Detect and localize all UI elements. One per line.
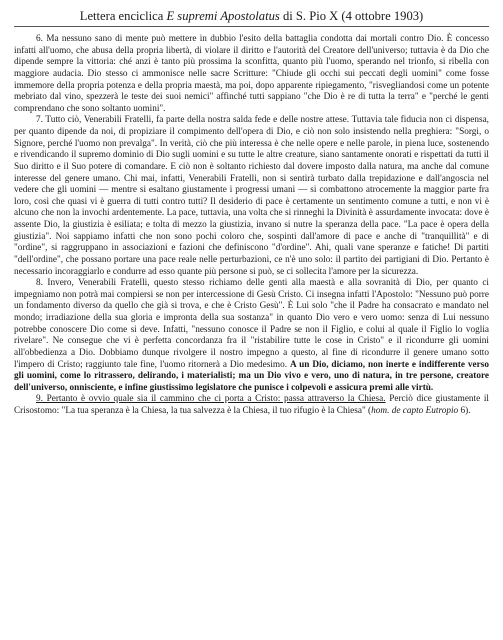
paragraph-7: 7. Tutto ciò, Venerabili Fratelli, fa parte della nostra salda fede e delle nostre attese. Tuttavia tale fiducia non ci dispensa, per quanto dipende da noi, di propiziare il compimento dell'opera di Dio, e ciò non solo insistendo nella preghiera: "Sorgi, o Signore, perché l'uomo non prevalga". In verità, ciò che più interessa è che nelle opere e nelle parole, in piena luce, sostenendo e rivendicando il supremo dominio di Dio sugli uomini e su tutte le altre creature, siano santamente onorati e rispettati da tutti il Suo diritto e il Suo potere di comandare. E ciò non è soltanto richiesto dal dovere imposto dalla natura, ma anche dal comune interesse del genere umano. Chi mai, infatti, Venerabili Fratelli, non si sentirà turbato dalla trepidazione e dall'angoscia nel vedere che gli uomini — mentre si esaltano giustamente i progressi umani — si combattono atrocemente la maggior parte fra loro, così che quasi vi è guerra di tutti contro tutti? Il desiderio di pace è certamente un sentimento comune a tutti, e non vi è alcuno che non la invochi ardentemente. La pace, tuttavia, una volta che si rinneghi la Divinità è assurdamente invocata: dove è assente Dio, la giustizia è esiliata; e tolta di mezzo la giustizia, invano si nutre la speranza della pace. "La pace è opera della giustizia". Noi sappiamo infatti che non sono pochi coloro che, sospinti dall'amore di pace e anche di "tranquillità" e di "ordine", si raggruppano in associazioni e fazioni che definiscono "d'ordine". Ahi, quali vane speranze e fatiche! Di partiti "dell'ordine", che possano portare una pace reale nelle perturbazioni, ce n'è uno solo: il partito dei partigiani di Dio. Pertanto è necessario incoraggiarlo e condurre ad esso quante più persone si può, se ci sollecita l'amore per la sicurezza.	[14, 115, 489, 277]
document-body	[14, 34, 489, 418]
paragraph-9-text: Perciò dice giustamente il Crisostomo: "La tua speranza è la Chiesa, la tua salvezza è la Chiesa, il tuo rifugio è la Chiesa" (	[14, 394, 490, 416]
paragraph-9	[14, 394, 489, 417]
paragraph-6: 6. Ma nessuno sano di mente può mettere in dubbio l'esito della battaglia condotta dai mortali contro Dio. È concesso infatti all'uomo, che abusa della propria libertà, di violare il diritto e l'autorità del Creatore dell'universo; tuttavia è da Dio che dipende sempre la vittoria: ché anzi è tanto più prossima la sconfitta, quanto più l'uomo, sperando nel trionfo, si ribella con maggiore audacia. Dio stesso ci ammonisce nelle sacre Scritture: "Chiude gli occhi sui peccati degli uomini" come fosse immemore della propria potenza e della propria maestà, ma poi, dopo apparente ripiegamento, "risvegliandosi come un potente mebriato dal vino, spezzerà le teste dei suoi nemici" affinché tutti sappiano "che Dio è re di tutta la terra" e "perché le genti comprendano che sono soltanto uomini".	[14, 34, 489, 114]
header-prefix: Lettera enciclica	[79, 9, 167, 23]
paragraph-8-text: 8. Invero, Venerabili Fratelli, questo stesso richiamo delle genti alla maestà e alla sovranità di Dio, per quanto ci impegniamo non potrà mai compiersi se non per intercessione di Gesù Cristo. Ci insegna infatti l'Apostolo: "Nessuno può porre un fondamento diverso da quello che già si trova, e che è Cristo Gesù". È Lui solo "che il Padre ha consacrato e mandato nel mondo; irradiazione della sua gloria e impronta della sua sostanza" in quanto Dio vero e vero uomo: senza di Lui nessuno potrebbe conoscere Dio come si deve. Infatti, "nessuno conosce il Padre se non il Figlio, e colui al quale il Figlio lo voglia rivelare". Ne consegue che vi è perfetta concordanza fra il "ristabilire tutte le cose in Cristo" e il ricondurre gli uomini all'obbedienza a Dio. Dobbiamo dunque rivolgere il nostro impegno a questo, al fine di ricondurre il genere umano sotto l'impero di Cristo; raggiunto tale fine, l'uomo ritornerà a Dio medesimo.	[14, 278, 489, 370]
page-header	[14, 8, 489, 27]
paragraph-8	[14, 278, 489, 394]
encyclical-title: E supremi Apostolatus	[166, 9, 280, 23]
paragraph-9-end: 6).	[458, 406, 471, 416]
header-suffix: di S. Pio X (4 ottobre 1903)	[279, 9, 424, 23]
paragraph-9-underlined-text: 9. Pertanto è ovvio quale sia il cammino che ci porta a Cristo: passa attraverso la Chiesa.	[36, 394, 386, 405]
paragraph-9-citation: hom. de capto Eutropio	[371, 406, 459, 416]
paragraph-8-bold-text: A un Dio, diciamo, non inerte e indifferente verso gli uomini, come lo ritrassero, delirando, i materialisti; ma un Dio vivo e vero, uno di natura, in tre persone, creatore dell'universo, onnisciente, e infine giustissimo legislatore che punisce i colpevoli e assicura premi alle virtù.	[14, 359, 489, 393]
